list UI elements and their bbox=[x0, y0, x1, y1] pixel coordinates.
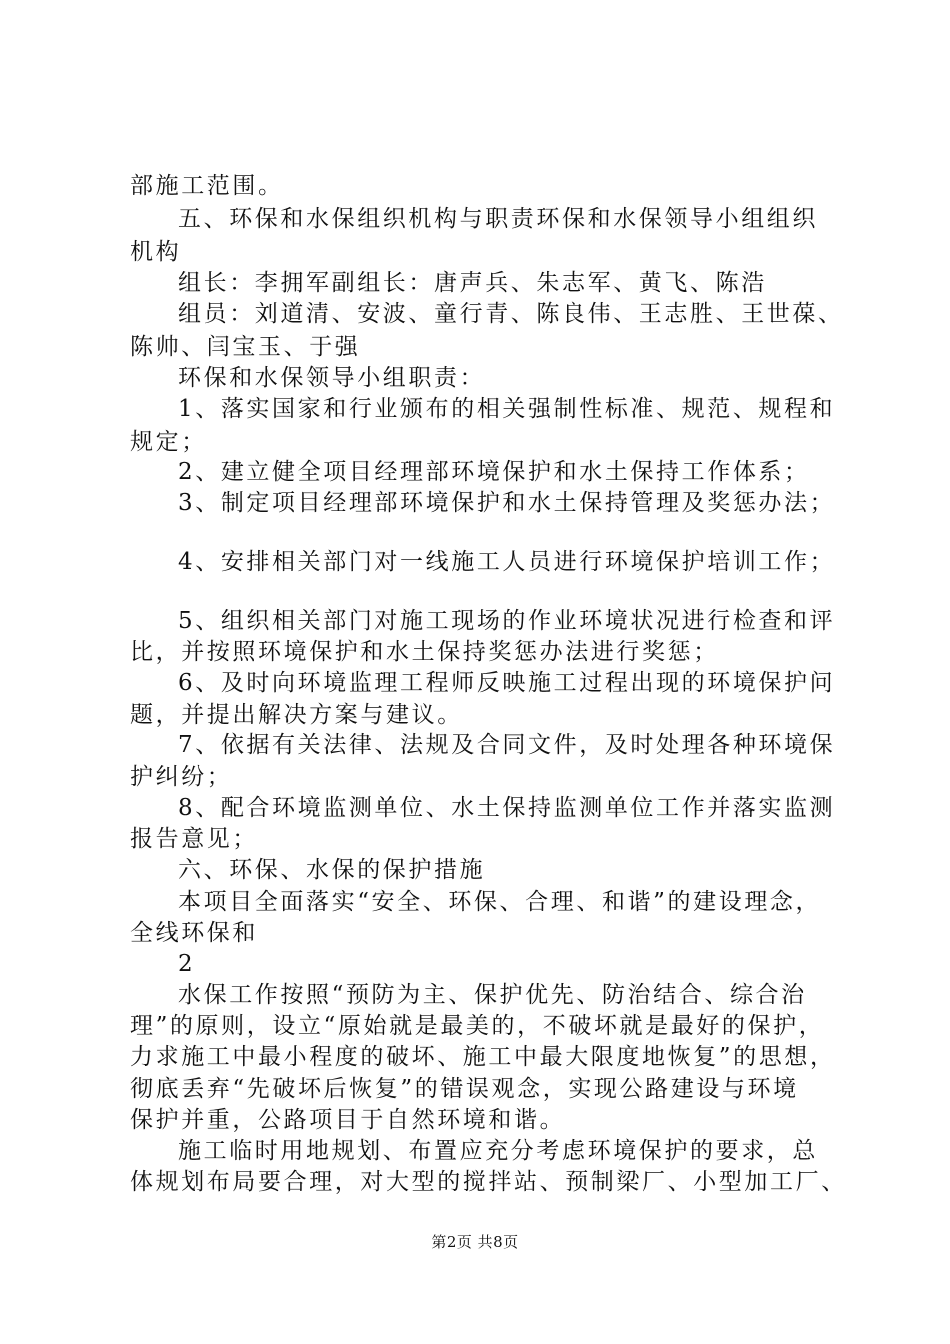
list-item: 2、建立健全项目经理部环境保护和水土保持工作体系； bbox=[178, 459, 810, 485]
list-item: 1、落实国家和行业颁布的相关强制性标准、规范、规程和 bbox=[178, 396, 836, 422]
text-line: 题，并提出解决方案与建议。 bbox=[130, 702, 463, 728]
inline-page-number: 2 bbox=[178, 951, 196, 977]
list-item: 4、安排相关部门对一线施工人员进行环境保护培训工作； bbox=[178, 549, 836, 575]
list-item: 6、及时向环境监理工程师反映施工过程出现的环境保护问 bbox=[178, 670, 836, 696]
text-line: 本项目全面落实“安全、环保、合理、和谐”的建设理念， bbox=[178, 889, 822, 915]
text-line: 力求施工中最小程度的破坏、施工中最大限度地恢复”的思想， bbox=[130, 1044, 836, 1070]
text-line: 保护并重，公路项目于自然环境和谐。 bbox=[130, 1107, 566, 1133]
section-heading: 六、环保、水保的保护措施 bbox=[178, 857, 486, 883]
text-line: 彻底丢弃“先破坏后恢复”的错误观念，实现公路建设与环境 bbox=[130, 1076, 799, 1102]
section-heading: 五、环保和水保组织机构与职责环保和水保领导小组组织 bbox=[178, 206, 818, 232]
text-line: 机构 bbox=[130, 239, 182, 265]
text-line: 规定； bbox=[130, 429, 207, 455]
text-line: 比，并按照环境保护和水土保持奖惩办法进行奖惩； bbox=[130, 639, 719, 665]
list-item: 3、制定项目经理部环境保护和水土保持管理及奖惩办法； bbox=[178, 490, 836, 516]
text-line: 报告意见； bbox=[130, 826, 258, 852]
text-line: 体规划布局要合理，对大型的搅拌站、预制梁厂、小型加工厂、 bbox=[130, 1169, 847, 1195]
text-line: 理”的原则，设立“原始就是最美的，不破坏就是最好的保护， bbox=[130, 1013, 825, 1039]
text-line: 施工临时用地规划、布置应充分考虑环境保护的要求，总 bbox=[178, 1138, 818, 1164]
list-item: 5、组织相关部门对施工现场的作业环境状况进行检查和评 bbox=[178, 608, 836, 634]
text-line: 部施工范围。 bbox=[130, 173, 284, 199]
text-line: 水保工作按照“预防为主、保护优先、防治结合、综合治 bbox=[178, 982, 807, 1008]
list-item: 7、依据有关法律、法规及合同文件，及时处理各种环境保 bbox=[178, 732, 836, 758]
text-line: 环保和水保领导小组职责： bbox=[178, 365, 486, 391]
page-footer: 第2页 共8页 bbox=[431, 1233, 519, 1251]
text-line: 全线环保和 bbox=[130, 920, 258, 946]
list-item: 8、配合环境监测单位、水土保持监测单位工作并落实监测 bbox=[178, 795, 836, 821]
text-line: 组长：李拥军副组长：唐声兵、朱志军、黄飞、陈浩 bbox=[178, 270, 767, 296]
text-line: 陈帅、闫宝玉、于强 bbox=[130, 334, 361, 360]
text-line: 护纠纷； bbox=[130, 764, 233, 790]
text-line: 组员：刘道清、安波、童行青、陈良伟、王志胜、王世葆、 bbox=[178, 301, 844, 327]
